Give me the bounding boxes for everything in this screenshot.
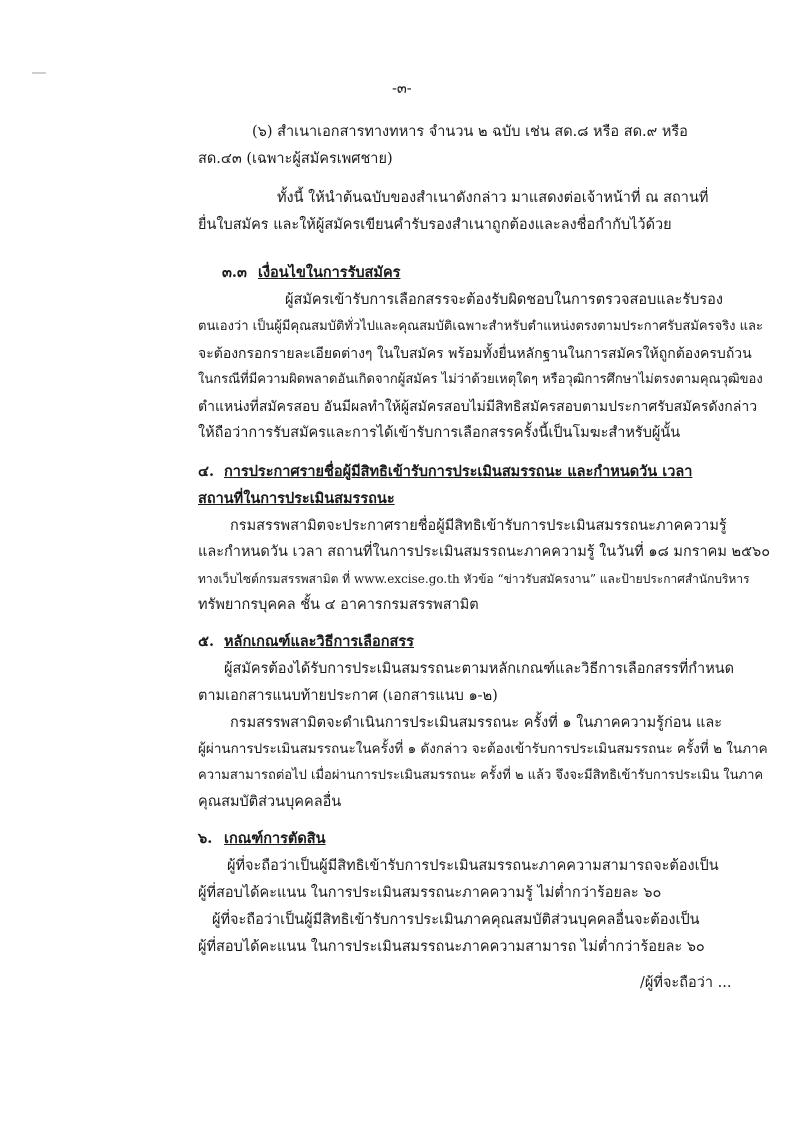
section-6-line: ผู้ที่สอบได้คะแนน ในการประเมินสมรรถนะภาคความรู้ ไม่ต่ำกว่าร้อยละ ๖๐ bbox=[198, 885, 662, 901]
section-5-line: ตามเอกสารแนบท้ายประกาศ (เอกสารแนบ ๑-๒) bbox=[198, 688, 498, 704]
section-4-line: ทางเว็บไซต์กรมสรรพสามิต ที่ www.excise.go.th หัวข้อ “ข่าวรับสมัครงาน” และป้ายประกาศสำนักบริหาร bbox=[198, 572, 750, 586]
section-5-number: ๕. bbox=[198, 633, 215, 650]
note-line-2: ยื่นใบสมัคร และให้ผู้สมัครเขียนคำรับรองสำเนาถูกต้องและลงชื่อกำกับไว้ด้วย bbox=[198, 217, 672, 233]
section-4-title-line-2: สถานที่ในการประเมินสมรรถนะ bbox=[198, 490, 395, 507]
section-4-title-line-1: การประกาศรายชื่อผู้มีสิทธิเข้ารับการประเมินสมรรถนะ และกำหนดวัน เวลา bbox=[224, 463, 693, 480]
section-4-line: ทรัพยากรบุคคล ชั้น ๔ อาคารกรมสรรพสามิต bbox=[198, 597, 479, 613]
section-6-line: ผู้ที่สอบได้คะแนน ในการประเมินสมรรถนะภาคความสามารถ ไม่ต่ำกว่าร้อยละ ๖๐ bbox=[198, 939, 705, 955]
item6-line-1: (๖) สำเนาเอกสารทางทหาร จำนวน ๒ ฉบับ เช่น สด.๘ หรือ สด.๙ หรือ bbox=[252, 124, 688, 140]
section-3-3-title: เงื่อนไขในการรับสมัคร bbox=[258, 264, 401, 281]
note-line-1: ทั้งนี้ ให้นำต้นฉบับของสำเนาดังกล่าว มาแสดงต่อเจ้าหน้าที่ ณ สถานที่ bbox=[277, 190, 709, 206]
scan-speck bbox=[32, 72, 46, 74]
page-number: -๓- bbox=[392, 81, 412, 97]
section-6-title: เกณฑ์การตัดสิน bbox=[224, 830, 326, 847]
section-3-3-line: ในกรณีที่มีความผิดพลาดอันเกิดจากผู้สมัคร ไม่ว่าด้วยเหตุใดๆ หรือวุฒิการศึกษาไม่ตรงตามคุณวุฒิของ bbox=[198, 372, 763, 387]
section-5-line: ความสามารถต่อไป เมื่อผ่านการประเมินสมรรถนะ ครั้งที่ ๒ แล้ว จึงจะมีสิทธิเข้ารับการประเมิน ในภาค bbox=[198, 768, 764, 783]
section-3-3-line: ผู้สมัครเข้ารับการเลือกสรรจะต้องรับผิดชอบในการตรวจสอบและรับรอง bbox=[285, 292, 723, 308]
section-3-3-line: ตนเองว่า เป็นผู้มีคุณสมบัติทั่วไปและคุณสมบัติเฉพาะสำหรับตำแหน่งตรงตามประกาศรับสมัครจริง และ bbox=[198, 319, 763, 334]
section-5-title: หลักเกณฑ์และวิธีการเลือกสรร bbox=[224, 633, 414, 650]
section-4-number: ๔. bbox=[198, 463, 215, 480]
section-5-line: คุณสมบัติส่วนบุคคลอื่น bbox=[198, 794, 342, 810]
section-4-line: กรมสรรพสามิตจะประกาศรายชื่อผู้มีสิทธิเข้ารับการประเมินสมรรถนะภาคความรู้ bbox=[230, 518, 727, 534]
section-5-line: ผู้สมัครต้องได้รับการประเมินสมรรถนะตามหลักเกณฑ์และวิธีการเลือกสรรที่กำหนด bbox=[224, 661, 735, 677]
section-3-3-line: ตำแหน่งที่สมัครสอบ อันมีผลทำให้ผู้สมัครสอบไม่มีสิทธิสมัครสอบตามประกาศรับสมัครดังกล่าว bbox=[198, 399, 758, 415]
section-6-line: ผู้ที่จะถือว่าเป็นผู้มีสิทธิเข้ารับการประเมินสมรรถนะภาคความสามารถจะต้องเป็น bbox=[227, 858, 719, 874]
section-5-line: กรมสรรพสามิตจะดำเนินการประเมินสมรรถนะ ครั้งที่ ๑ ในภาคความรู้ก่อน และ bbox=[230, 715, 722, 731]
section-6-line: ผู้ที่จะถือว่าเป็นผู้มีสิทธิเข้ารับการประเมินภาคคุณสมบัติส่วนบุคคลอื่นจะต้องเป็น bbox=[212, 912, 700, 928]
continuation-note: /ผู้ที่จะถือว่า ... bbox=[640, 975, 732, 991]
item6-line-2: สด.๔๓ (เฉพาะผู้สมัครเพศชาย) bbox=[198, 151, 393, 167]
section-3-3-line: ให้ถือว่าการรับสมัครและการได้เข้ารับการเลือกสรรครั้งนี้เป็นโมฆะสำหรับผู้นั้น bbox=[198, 425, 681, 441]
section-6-number: ๖. bbox=[198, 830, 213, 847]
section-4-line: และกำหนดวัน เวลา สถานที่ในการประเมินสมรรถนะภาคความรู้ ในวันที่ ๑๘ มกราคม ๒๕๖๐ bbox=[198, 544, 771, 560]
section-3-3-line: จะต้องกรอกรายละเอียดต่างๆ ในใบสมัคร พร้อมทั้งยื่นหลักฐานในการสมัครให้ถูกต้องครบถ้วน bbox=[198, 346, 752, 362]
section-3-3-number: ๓.๓ bbox=[222, 264, 247, 281]
section-5-line: ผู้ผ่านการประเมินสมรรถนะในครั้งที่ ๑ ดังกล่าว จะต้องเข้ารับการประเมินสมรรถนะ ครั้งที่ ๒ ในภาค bbox=[198, 741, 768, 757]
